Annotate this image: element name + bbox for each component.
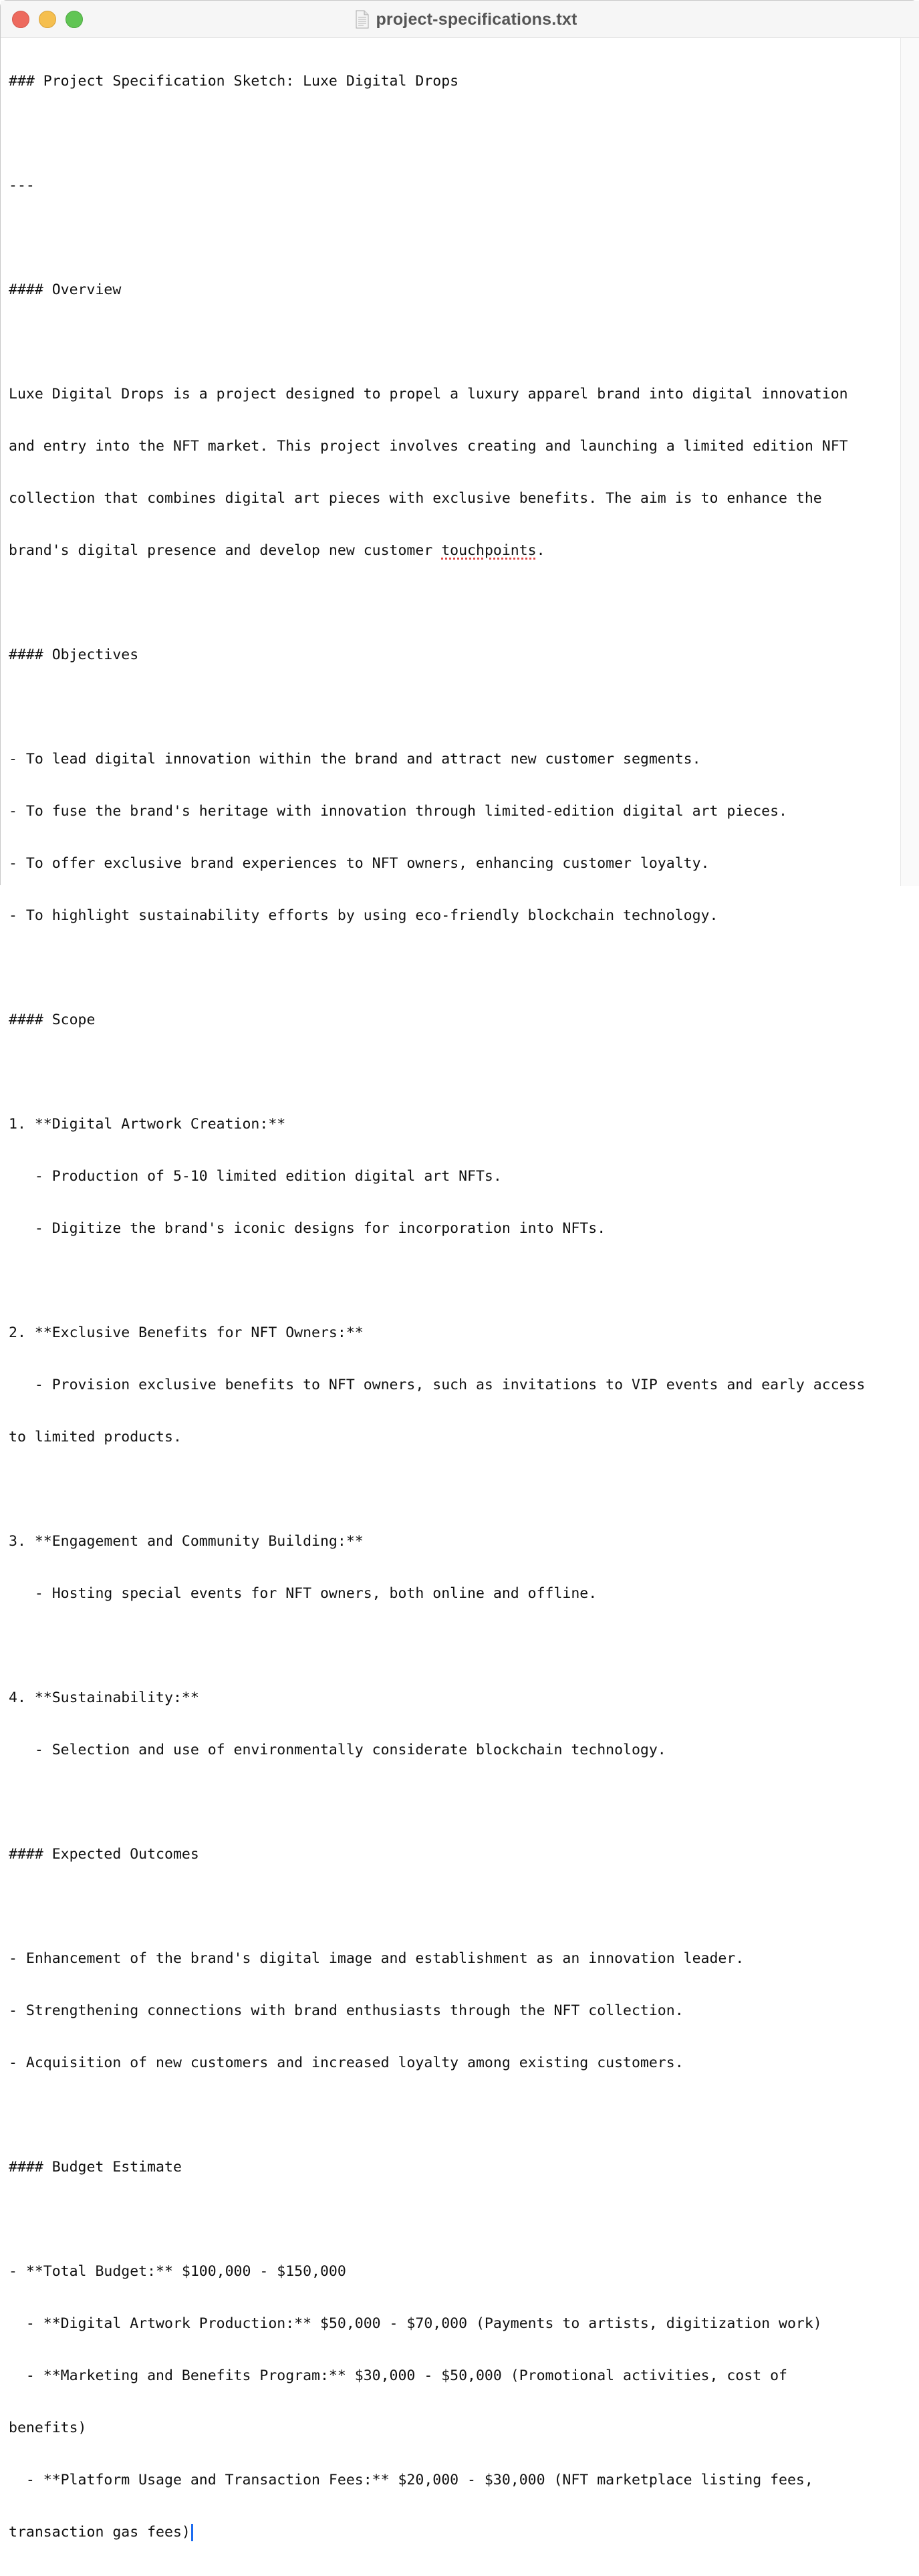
doc-line: - Provision exclusive benefits to NFT owners, such as invitations to VIP events and early access	[9, 1377, 866, 1393]
doc-line: Luxe Digital Drops is a project designed to propel a luxury apparel brand into digital innovation	[9, 386, 848, 402]
doc-line: #### Expected Outcomes	[9, 1846, 199, 1863]
doc-line	[9, 1898, 898, 1915]
doc-line	[9, 2107, 898, 2124]
doc-line	[9, 1481, 898, 1498]
doc-line: - Digitize the brand's iconic designs for incorporation into NFTs.	[9, 1220, 606, 1237]
doc-line: - To fuse the brand's heritage with innovation through limited-edition digital art pieces.	[9, 803, 787, 820]
doc-line: - Acquisition of new customers and increased loyalty among existing customers.	[9, 2055, 684, 2071]
doc-line: ### Project Specification Sketch: Luxe Digital Drops	[9, 73, 459, 90]
doc-line: collection that combines digital art pieces with exclusive benefits. The aim is to enhance the	[9, 490, 822, 507]
title-bar[interactable]	[1, 1, 919, 38]
doc-line: - **Marketing and Benefits Program:** $30,000 - $50,000 (Promotional activities, cost of	[9, 2367, 787, 2384]
misspelled-word[interactable]: touchpoints	[441, 542, 537, 559]
doc-line: - Production of 5-10 limited edition digital art NFTs.	[9, 1168, 502, 1185]
document-text[interactable]	[9, 38, 898, 2576]
window-title-group	[1, 1, 919, 38]
doc-line: - Hosting special events for NFT owners, both online and offline.	[9, 1585, 598, 1602]
doc-line: - To offer exclusive brand experiences to NFT owners, enhancing customer loyalty.	[9, 855, 710, 872]
doc-line: 4. **Sustainability:**	[9, 1689, 199, 1706]
doc-line	[9, 699, 898, 716]
doc-line: - Strengthening connections with brand enthusiasts through the NFT collection.	[9, 2002, 684, 2019]
doc-line	[9, 1637, 898, 1655]
doc-line	[9, 1272, 898, 1290]
doc-line	[9, 229, 898, 247]
doc-line-text: brand's digital presence and develop new customer	[9, 542, 442, 559]
doc-line: - To lead digital innovation within the brand and attract new customer segments.	[9, 751, 701, 768]
doc-line: #### Budget Estimate	[9, 2159, 182, 2176]
doc-line-text: .	[536, 542, 545, 559]
doc-line	[9, 542, 898, 560]
doc-line: 1. **Digital Artwork Creation:**	[9, 1116, 286, 1133]
doc-line: - **Total Budget:** $100,000 - $150,000	[9, 2263, 346, 2280]
doc-line: - **Platform Usage and Transaction Fees:** $20,000 - $30,000 (NFT marketplace listing fees,	[9, 2472, 813, 2488]
text-document-icon	[356, 10, 369, 29]
doc-line: benefits)	[9, 2420, 87, 2436]
doc-line	[9, 334, 898, 351]
doc-line	[9, 959, 898, 977]
window-title: project-specifications.txt	[376, 9, 577, 29]
doc-line	[9, 1064, 898, 1081]
doc-line: 2. **Exclusive Benefits for NFT Owners:**	[9, 1324, 364, 1341]
doc-line-text: transaction gas fees)	[9, 2524, 190, 2541]
vertical-scrollbar[interactable]	[900, 38, 919, 886]
doc-line	[9, 2211, 898, 2228]
text-cursor	[191, 2524, 193, 2541]
doc-line: and entry into the NFT market. This project involves creating and launching a limited edition NFT	[9, 438, 848, 455]
doc-line	[9, 125, 898, 142]
doc-line	[9, 1794, 898, 1811]
text-editor-area[interactable]	[1, 38, 900, 2541]
doc-line: - To highlight sustainability efforts by using eco-friendly blockchain technology.	[9, 907, 718, 924]
doc-line: ---	[9, 177, 35, 194]
doc-line	[9, 2524, 898, 2541]
doc-line: - Enhancement of the brand's digital image and establishment as an innovation leader.	[9, 1950, 745, 1967]
doc-line: #### Objectives	[9, 647, 139, 663]
doc-line: - Selection and use of environmentally considerate blockchain technology.	[9, 1742, 666, 1758]
doc-line: #### Overview	[9, 281, 122, 298]
doc-line: 3. **Engagement and Community Building:**	[9, 1533, 364, 1550]
doc-line: to limited products.	[9, 1429, 182, 1445]
doc-line: #### Scope	[9, 1012, 96, 1028]
doc-line	[9, 594, 898, 612]
doc-line: - **Digital Artwork Production:** $50,000 - $70,000 (Payments to artists, digitization work)	[9, 2315, 822, 2332]
